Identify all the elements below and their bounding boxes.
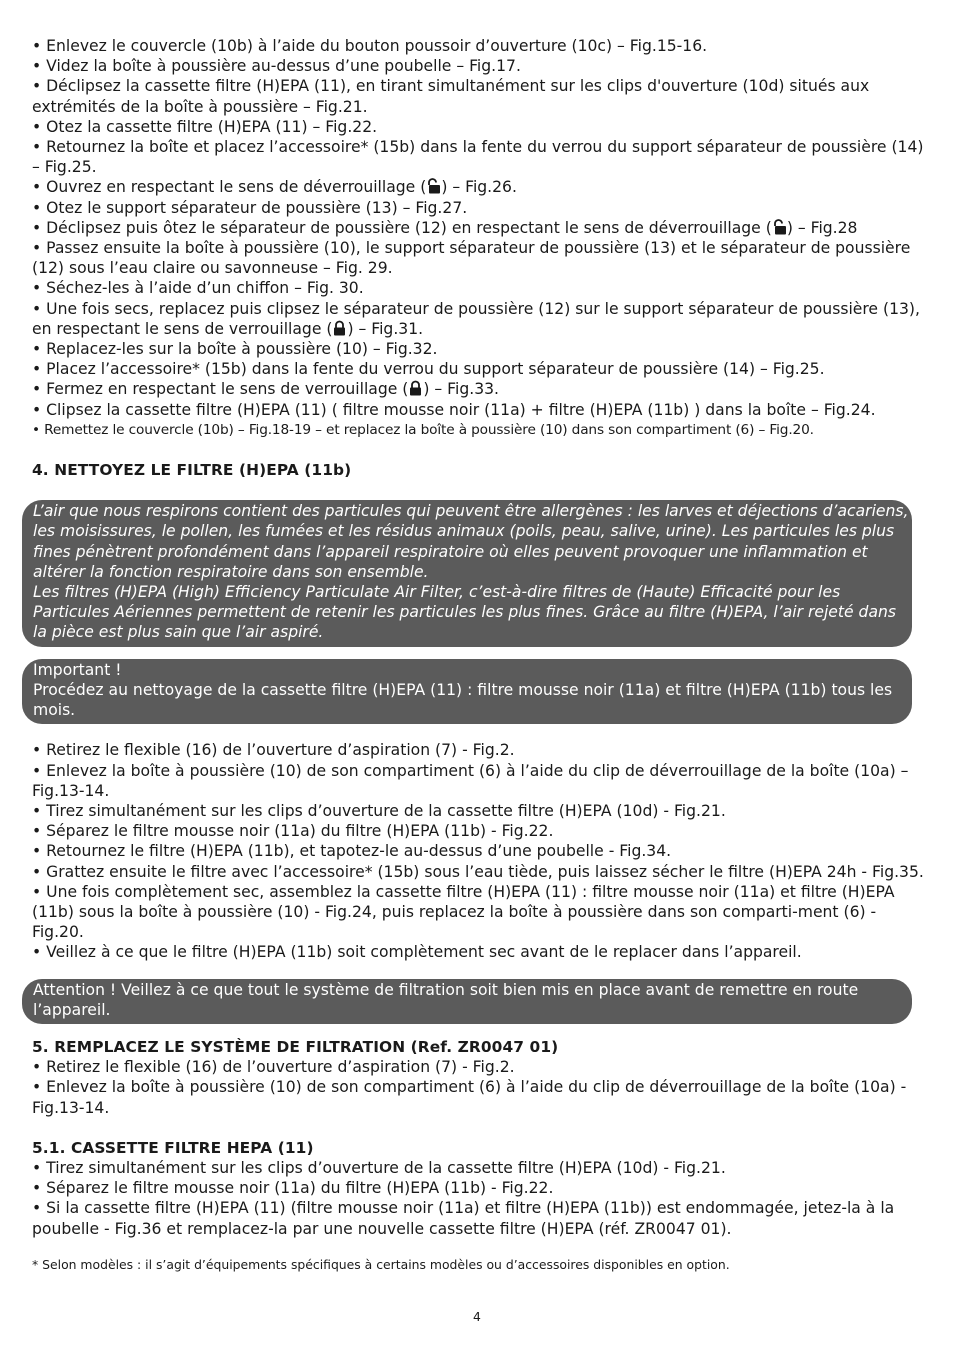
section-5-heading: 5. REMPLACEZ LE SYSTÈME DE FILTRATION (Ref. ZR0047 01) xyxy=(32,1037,559,1056)
attention-box xyxy=(22,979,912,1024)
list-item: • Passez ensuite la boîte à poussière (10), le support séparateur de poussière (13) et le séparateur de poussière (12) sous l’eau claire ou savonneuse – Fig. 29. xyxy=(32,239,911,278)
list-item: • Séparez le filtre mousse noir (11a) du filtre (H)EPA (11b) - Fig.22. xyxy=(32,1179,554,1198)
spacer xyxy=(32,1118,924,1138)
list-item: • Ouvrez en respectant le sens de déverrouillage ( ) – Fig.26. xyxy=(32,178,517,197)
list-item: • Placez l’accessoire* (15b) dans la fente du verrou du support séparateur de poussière (14) – Fig.25. xyxy=(32,360,825,379)
unlocked-padlock-icon xyxy=(426,178,441,194)
list-item: • Retournez le filtre (H)EPA (11b), et tapotez-le au-dessus d’une poubelle - Fig.34. xyxy=(32,842,672,861)
list-item: • Enlevez la boîte à poussière (10) de son compartiment (6) à l’aide du clip de déverrouillage de la boîte (10a) – Fig.13-14. xyxy=(32,761,909,800)
section-4-list xyxy=(32,740,924,962)
info-paragraph: L’air que nous respirons contient des particules qui peuvent être allergènes : les larves et déjections d’acariens, les moisissures, le pollen, les fumées et les résidus animaux (poils, peau, salive, urine). Les particules les plus fines pénètrent profondément dans l’appareil respiratoire où elles peuvent provoquer une inflammation et altérer la fonction respiratoire dans son ensemble. xyxy=(33,502,909,581)
info-box xyxy=(22,500,912,646)
list-item: • Videz la boîte à poussière au-dessus d’une poubelle – Fig.17. xyxy=(32,57,521,76)
list-item: • Une fois secs, replacez puis clipsez le séparateur de poussière (12) sur le support séparateur de poussière (13), en respectant le sens de verrouillage ( ) – Fig.31. xyxy=(32,299,920,338)
list-item: • Otez la cassette filtre (H)EPA (11) – Fig.22. xyxy=(32,117,378,136)
spacer xyxy=(32,724,924,740)
spacer xyxy=(32,1024,924,1037)
section-top-list xyxy=(32,36,924,440)
section-5-1-list xyxy=(32,1158,924,1239)
page-number: 4 xyxy=(473,1309,481,1324)
list-item: • Remettez le couvercle (10b) – Fig.18-19 – et replacez la boîte à poussière (10) dans son compartiment (6) – Fig.20. xyxy=(32,421,814,438)
unlocked-padlock-icon xyxy=(772,219,787,235)
list-item: • Déclipsez la cassette filtre (H)EPA (11), en tirant simultanément sur les clips d'ouverture (10d) situés aux extrémités de la boîte à poussière – Fig.21. xyxy=(32,77,870,116)
section-5-1-heading: 5.1. CASSETTE FILTRE HEPA (11) xyxy=(32,1138,314,1157)
list-item: • Veillez à ce que le filtre (H)EPA (11b) soit complètement sec avant de le replacer dans l’appareil. xyxy=(32,943,802,962)
attention-text: Attention ! Veillez à ce que tout le système de filtration soit bien mis en place avant de remettre en route l’appareil. xyxy=(33,980,859,1019)
spacer xyxy=(32,480,924,500)
list-item: • Une fois complètement sec, assemblez la cassette filtre (H)EPA (11) : filtre mousse noir (11a) et filtre (H)EPA (11b) sous la boîte à poussière (10) - Fig.24, puis replacez la boîte à poussière dans son comparti-ment (6) - Fig.20. xyxy=(32,882,895,942)
list-item: • Séparez le filtre mousse noir (11a) du filtre (H)EPA (11b) - Fig.22. xyxy=(32,822,554,841)
list-item: • Retirez le flexible (16) de l’ouverture d’aspiration (7) - Fig.2. xyxy=(32,741,515,760)
important-box xyxy=(22,659,912,725)
list-item: • Séchez-les à l’aide d’un chiffon – Fig. 30. xyxy=(32,279,364,298)
locked-padlock-icon xyxy=(332,320,347,336)
section-4-heading: 4. NETTOYEZ LE FILTRE (H)EPA (11b) xyxy=(32,461,352,480)
list-item: • Otez le support séparateur de poussière (13) – Fig.27. xyxy=(32,198,468,217)
spacer xyxy=(32,647,924,659)
footnote: * Selon modèles : il s’agit d’équipements spécifiques à certains modèles ou d’accessoires disponibles en option. xyxy=(32,1256,730,1272)
list-item: • Enlevez la boîte à poussière (10) de son compartiment (6) à l’aide du clip de déverrouillage de la boîte (10a) - Fig.13-14. xyxy=(32,1078,907,1117)
list-item: • Tirez simultanément sur les clips d’ouverture de la cassette filtre (H)EPA (10d) - Fig.21. xyxy=(32,1158,726,1177)
list-item: • Retirez le flexible (16) de l’ouverture d’aspiration (7) - Fig.2. xyxy=(32,1058,515,1077)
info-paragraph: Les filtres (H)EPA (High) Efficiency Particulate Air Filter, c’est-à-dire filtres de (Haute) Efficacité pour les Particules Aériennes permettent de retenir les particules les plus fines. Grâce au filtre (H)EPA, l’air rejeté dans la pièce est plus sain que l’air aspiré. xyxy=(33,583,897,642)
important-heading: Important ! xyxy=(33,660,122,679)
document-page xyxy=(32,36,924,1273)
list-item: • Fermez en respectant le sens de verrouillage ( ) – Fig.33. xyxy=(32,380,500,399)
section-5-list xyxy=(32,1057,924,1118)
list-item: • Tirez simultanément sur les clips d’ouverture de la cassette filtre (H)EPA (10d) - Fig.21. xyxy=(32,801,726,820)
list-item: • Si la cassette filtre (H)EPA (11) (filtre mousse noir (11a) et filtre (H)EPA (11b)) est endommagée, jetez-la à la poubelle - Fig.36 et remplacez-la par une nouvelle cassette filtre (H)EPA (réf. ZR0047 01). xyxy=(32,1199,895,1238)
list-item: • Retournez la boîte et placez l’accessoire* (15b) dans la fente du verrou du support séparateur de poussière (14) – Fig.25. xyxy=(32,138,924,177)
spacer xyxy=(32,440,924,460)
list-item: • Déclipsez puis ôtez le séparateur de poussière (12) en respectant le sens de déverrouillage ( ) – Fig.28 xyxy=(32,218,858,237)
list-item: • Grattez ensuite le filtre avec l’accessoire* (15b) sous l’eau tiède, puis laissez sécher le filtre (H)EPA 24h - Fig.35. xyxy=(32,862,924,881)
list-item: • Clipsez la cassette filtre (H)EPA (11) ( filtre mousse noir (11a) + filtre (H)EPA (11b) ) dans la boîte – Fig.24. xyxy=(32,400,876,419)
list-item: • Enlevez le couvercle (10b) à l’aide du bouton poussoir d’ouverture (10c) – Fig.15-16. xyxy=(32,37,708,55)
spacer xyxy=(32,963,924,979)
locked-padlock-icon xyxy=(408,380,423,396)
list-item: • Replacez-les sur la boîte à poussière (10) – Fig.32. xyxy=(32,340,438,359)
important-text: Procédez au nettoyage de la cassette filtre (H)EPA (11) : filtre mousse noir (11a) et filtre (H)EPA (11b) tous les mois. xyxy=(33,680,893,720)
